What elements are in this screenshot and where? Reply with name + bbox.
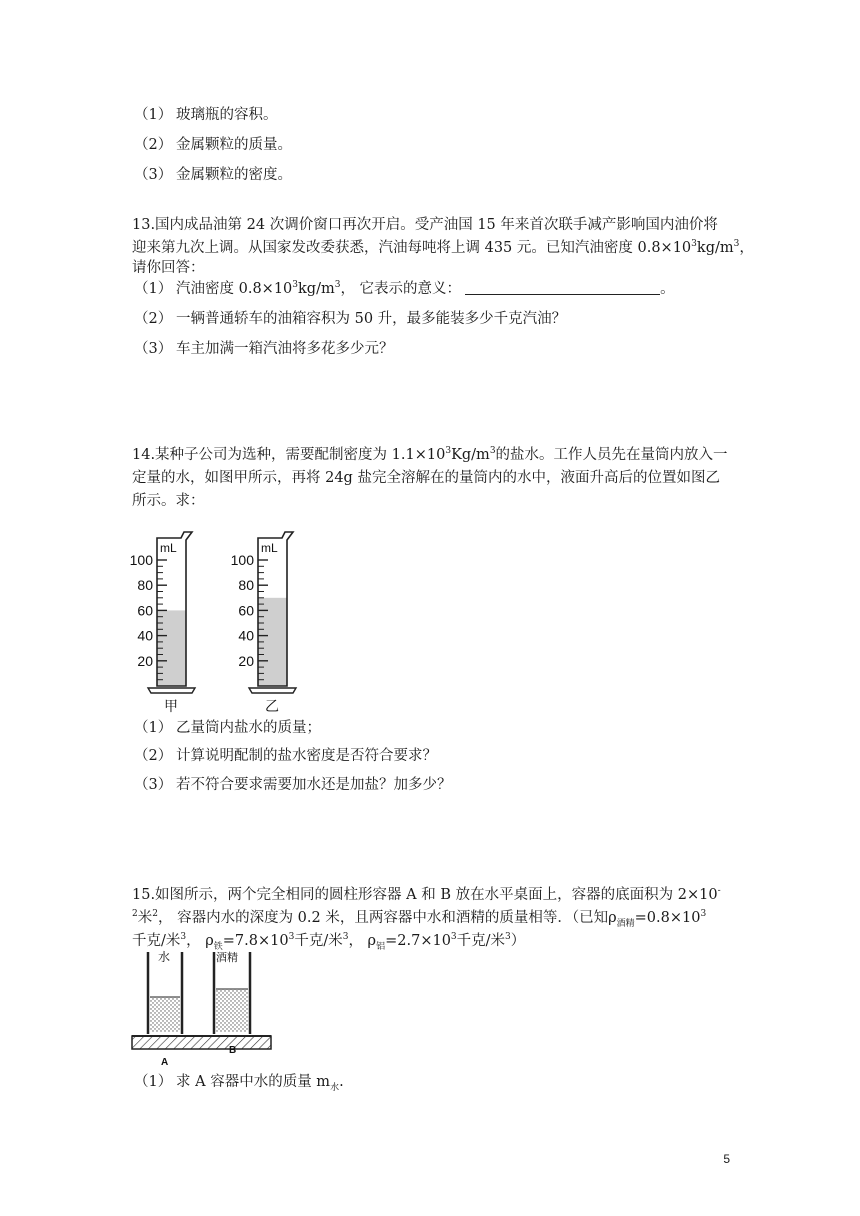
cylinder-yi bbox=[231, 532, 296, 713]
q15-line-1: 15.如图所示，两个完全相同的圆柱形容器 A 和 B 放在水平桌面上，容器的底面积为 2×10- bbox=[132, 886, 721, 903]
label-a: A bbox=[161, 1057, 169, 1068]
tick-label: 80 bbox=[238, 577, 254, 594]
q14-item-1: （1） 乙量筒内盐水的质量； bbox=[134, 720, 321, 736]
tick-label: 20 bbox=[137, 652, 153, 669]
label-water: 水 bbox=[158, 950, 171, 964]
tick-label: 100 bbox=[129, 552, 153, 568]
tick-label: 60 bbox=[137, 602, 153, 619]
tick-label: 40 bbox=[137, 627, 153, 644]
q13-line-1: 13.国内成品油第 24 次调价窗口再次开启。受产油国 15 年来首次联手减产影响国内油价将 bbox=[132, 217, 718, 233]
unit-label-jia: mL bbox=[160, 541, 177, 555]
graduated-cylinders-figure bbox=[126, 528, 301, 713]
q12-item-1: （1） 玻璃瓶的容积。 bbox=[134, 107, 278, 123]
unit-label-yi: mL bbox=[261, 541, 278, 555]
table-surface bbox=[132, 1036, 271, 1049]
tick-label: 80 bbox=[137, 577, 153, 594]
q14-item-3: （3） 若不符合要求需要加水还是加盐？加多少？ bbox=[134, 777, 452, 793]
label-yi: 乙 bbox=[265, 698, 279, 713]
tick-label: 20 bbox=[238, 652, 254, 669]
tick-label: 100 bbox=[230, 552, 254, 568]
q13-item-1: （1） 汽油密度 $0.8\times 10^3kg/m^3$， 它表示的意义： 。 bbox=[134, 280, 675, 297]
cylinder-jia bbox=[130, 532, 195, 713]
q12-item-3: （3） 金属颗粒的密度。 bbox=[134, 167, 292, 183]
page-number: 5 bbox=[723, 1152, 730, 1166]
tick-label: 40 bbox=[238, 627, 254, 644]
q15-line-2: $^2$米$^2$， 容器内水的深度为 0.2 米，且两容器中水和酒精的质量相等．（已知$\rho_{酒精}=0.8\times 10^3$ bbox=[132, 909, 707, 929]
q14-line-1: 14.某种子公司为选种，需要配制密度为 $1.1\times 10^3Kg/m^3$的盐水。工作人员先在量筒内放入一 bbox=[132, 446, 728, 463]
q15-line-3: 千克/米$^3$， $\rho_铁=7.8\times 10^3$千克/米$^3$， $\rho_铝=2.7\times 10^3$千克/米$^3$） bbox=[132, 932, 526, 952]
label-alcohol: 酒精 bbox=[216, 952, 238, 964]
label-jia: 甲 bbox=[164, 698, 178, 713]
q13-line-2: 迎来第九次上调。从国家发改委获悉，汽油每吨将上调 435 元。已知汽油密度 $0.8\times 10^3kg/m^3$， bbox=[132, 239, 754, 256]
container-a bbox=[148, 949, 182, 1034]
label-b: B bbox=[229, 1045, 237, 1056]
q14-item-2: （2） 计算说明配制的盐水密度是否符合要求？ bbox=[134, 748, 437, 764]
answer-blank[interactable] bbox=[465, 280, 660, 295]
containers-figure bbox=[130, 948, 275, 1070]
q13-item-2: （2） 一辆普通轿车的油箱容积为 50 升，最多能装多少千克汽油？ bbox=[134, 311, 567, 327]
q13-line-3: 请你回答： bbox=[132, 260, 205, 276]
q14-line-3: 所示。求： bbox=[132, 493, 205, 509]
q13-item-3: （3） 车主加满一箱汽油将多花多少元？ bbox=[134, 341, 394, 357]
container-b bbox=[214, 950, 250, 1034]
tick-label: 60 bbox=[238, 602, 254, 619]
q12-item-2: （2） 金属颗粒的质量。 bbox=[134, 137, 292, 153]
q14-line-2: 定量的水，如图甲所示，再将 24g 盐完全溶解在的量筒内的水中，液面升高后的位置如图乙 bbox=[132, 470, 720, 486]
q15-item-1: （1） 求 A 容器中水的质量 $m_水$. bbox=[134, 1074, 344, 1093]
